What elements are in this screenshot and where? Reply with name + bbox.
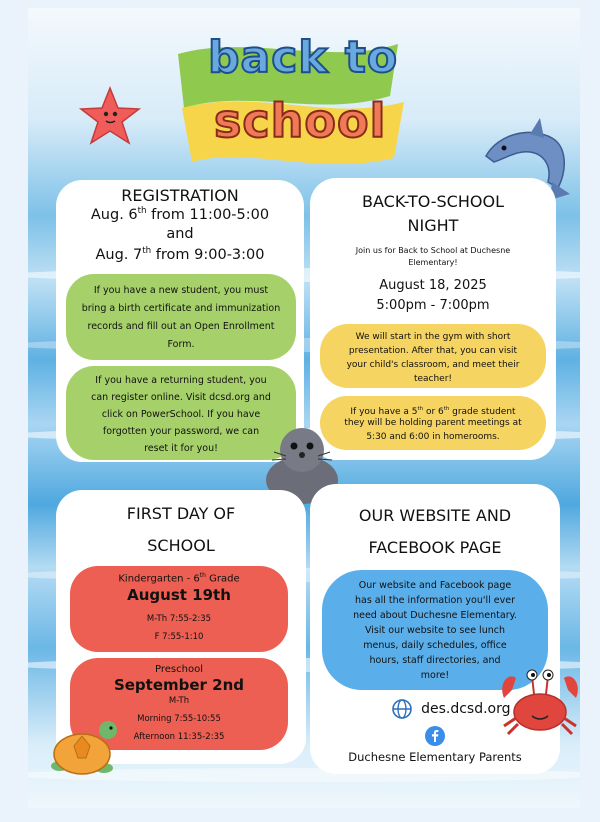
starfish-icon (78, 84, 142, 148)
website-info-line: more! (420, 670, 450, 681)
k6-mth: M-Th 7:55-2:35 (146, 614, 212, 624)
facebook-page-name[interactable]: Duchesne Elementary Parents (348, 750, 522, 764)
globe-icon (392, 699, 412, 719)
website-link[interactable] (392, 698, 511, 719)
turtle-icon (42, 714, 122, 782)
website-info-line: Visit our website to see lunch (365, 625, 505, 636)
bts-night-card (310, 178, 556, 460)
website-info-line: Our website and Facebook page (358, 580, 512, 591)
parent-meetings-line: 5:30 and 6:00 in homerooms. (366, 432, 500, 442)
bts-night-title: NIGHT (407, 216, 459, 235)
website-info-line: has all the information you'll ever (355, 595, 515, 606)
preschool-heading: Preschool (155, 664, 203, 675)
registration-aug6: Aug. 6th from 11:00-5:00 (90, 206, 270, 223)
returning-student-line: click on PowerSchool. If you have (101, 409, 261, 420)
website-info-line: need about Duchesne Elementary. (353, 610, 517, 621)
new-student-line: bring a birth certificate and immunization (81, 303, 281, 314)
new-student-box (66, 274, 296, 360)
website-info-line: menus, daily schedules, office (363, 640, 507, 651)
gym-info-line: presentation. After that, you can visit (348, 346, 518, 356)
bts-night-title: BACK-TO-SCHOOL (362, 192, 504, 211)
preschool-afternoon: Afternoon 11:35-2:35 (133, 732, 225, 742)
returning-student-line: If you have a returning student, you (95, 375, 267, 386)
registration-aug7: Aug. 7th from 9:00-3:00 (95, 246, 265, 263)
bts-night-date: August 18, 2025 (379, 278, 487, 293)
new-student-line: Form. (167, 339, 195, 350)
returning-student-line: reset it for you! (144, 443, 218, 454)
k6-date: August 19th (127, 586, 231, 604)
website-url: des.dcsd.org (421, 700, 511, 717)
banner-line2: school (214, 94, 387, 148)
bts-night-time: 5:00pm - 7:00pm (376, 298, 490, 313)
k6-f: F 7:55-1:10 (154, 632, 204, 642)
k6-heading: Kindergarten - 6th Grade (118, 572, 240, 585)
k6-box (70, 566, 288, 652)
first-day-title: SCHOOL (147, 536, 215, 555)
parent-meetings-line: If you have a 5th or 6th grade student (350, 406, 516, 417)
preschool-days: M-Th (168, 696, 190, 706)
gym-info-line: teacher! (413, 374, 453, 384)
new-student-line: records and fill out an Open Enrollment (87, 321, 275, 332)
registration-and: and (166, 226, 194, 242)
bts-night-join: Join us for Back to School at Duchesne (355, 246, 511, 255)
returning-student-line: can register online. Visit dcsd.org and (91, 392, 271, 403)
facebook-icon[interactable] (425, 726, 445, 746)
preschool-date: September 2nd (113, 676, 245, 694)
website-title: OUR WEBSITE AND (358, 506, 512, 525)
flyer-page (28, 8, 580, 808)
bts-night-join: Elementary! (408, 258, 458, 267)
gym-info-line: your child's classroom, and meet their (346, 360, 520, 370)
gym-info-line: We will start in the gym with short (355, 332, 511, 342)
website-info-line: hours, staff directories, and (369, 655, 501, 666)
website-title: FACEBOOK PAGE (368, 538, 502, 557)
new-student-line: If you have a new student, you must (93, 285, 269, 296)
gym-info-box (320, 324, 546, 388)
returning-student-line: forgotten your password, we can (102, 426, 260, 437)
banner-line1: back to (208, 32, 399, 83)
parent-meetings-line: they will be holding parent meetings at (344, 418, 522, 428)
preschool-morning: Morning 7:55-10:55 (137, 714, 221, 724)
first-day-title: FIRST DAY OF (126, 504, 236, 523)
crab-icon (498, 664, 580, 744)
registration-title: REGISTRATION (121, 186, 239, 205)
